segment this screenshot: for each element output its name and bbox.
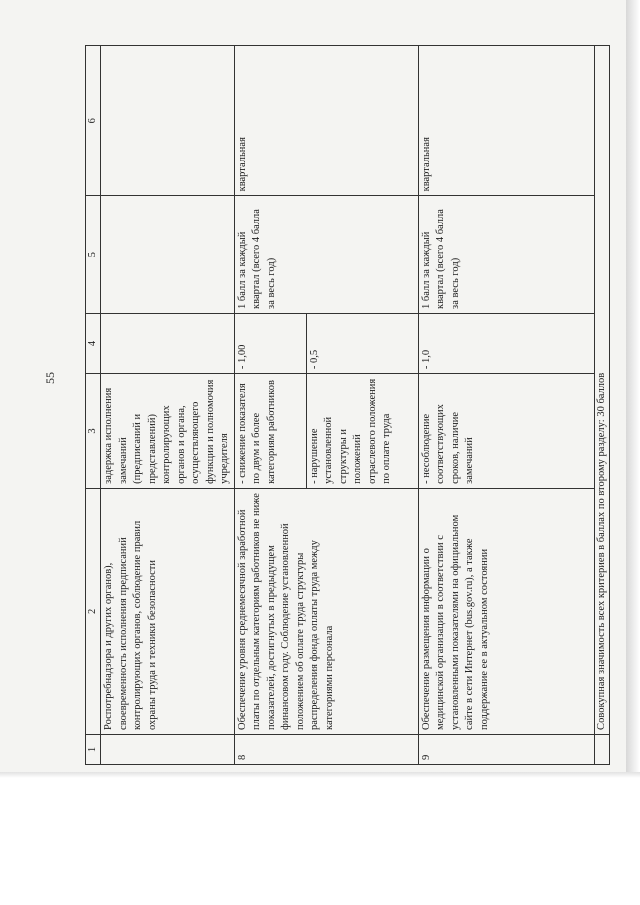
table-row-9 (418, 46, 594, 765)
cell-criterion: Обеспечение размещения информации о медицинской организации в соответствии с установленными показателями на официальном сайте в сети Интернет (bus.gov.ru), а также поддержание ее в актуальном состоянии (418, 488, 594, 734)
header-col-6: 6 (86, 46, 101, 196)
cell-score: - 1,00 (234, 313, 306, 373)
cell-criterion: Обеспечение уровня среднемесячной заработной платы по отдельным категориям работников не ниже показателей, достигнутых в предыдущем финансовом году. Соблюдение установленной положением об оплате труда структуры распределения фонда оплаты труда между категориями персонала (234, 488, 418, 734)
table-viewport (85, 45, 610, 765)
header-col-1: 1 (86, 734, 101, 764)
page-bottom-edge (0, 772, 640, 778)
cell-num: 8 (234, 734, 418, 764)
cell-total-empty (594, 734, 609, 764)
table-row-8a (234, 46, 306, 765)
header-col-3: 3 (86, 374, 101, 489)
cell-num: 9 (418, 734, 594, 764)
cell-period (101, 46, 234, 196)
criteria-table (85, 45, 610, 765)
cell-period: квартальная (418, 46, 594, 196)
header-col-5: 5 (86, 196, 101, 314)
header-row (86, 46, 101, 765)
page-edge-shadow (626, 0, 640, 772)
cell-condition: задержка исполнения замечаний (предписаний и представлений) контролирующих органов и органа, осуществляющего функции и полномочия учредителя (101, 374, 234, 489)
cell-condition: - снижение показателя по двум и более категориям работников (234, 374, 306, 489)
cell-score (101, 313, 234, 373)
cell-max: 1 балл за каждый квартал (всего 4 балла за весь год) (418, 196, 594, 314)
cell-condition: - несоблюдение соответствующих сроков, наличие замечаний (418, 374, 594, 489)
cell-condition: - нарушение установленной структуры и положений отраслевого положения по оплате труда (306, 374, 418, 489)
cell-score: - 1,0 (418, 313, 594, 373)
cell-num (101, 734, 234, 764)
table-row-total (594, 46, 609, 765)
header-col-2: 2 (86, 488, 101, 734)
rotated-table-container (85, 45, 610, 765)
cell-max (101, 196, 234, 314)
page-number: 55 (43, 372, 57, 384)
cell-period: квартальная (234, 46, 418, 196)
header-col-4: 4 (86, 313, 101, 373)
cell-criterion: Роспотребнадзора и других органов), своевременность исполнения предписаний контролирующих органов, соблюдение правил охраны труда и техники безопасности (101, 488, 234, 734)
table-row-continuation (101, 46, 234, 765)
total-text: Совокупная значимость всех критериев в баллах по второму разделу: 30 баллов (594, 46, 609, 735)
cell-score: - 0,5 (306, 313, 418, 373)
cell-max: 1 балл за каждый квартал (всего 4 балла за весь год) (234, 196, 418, 314)
